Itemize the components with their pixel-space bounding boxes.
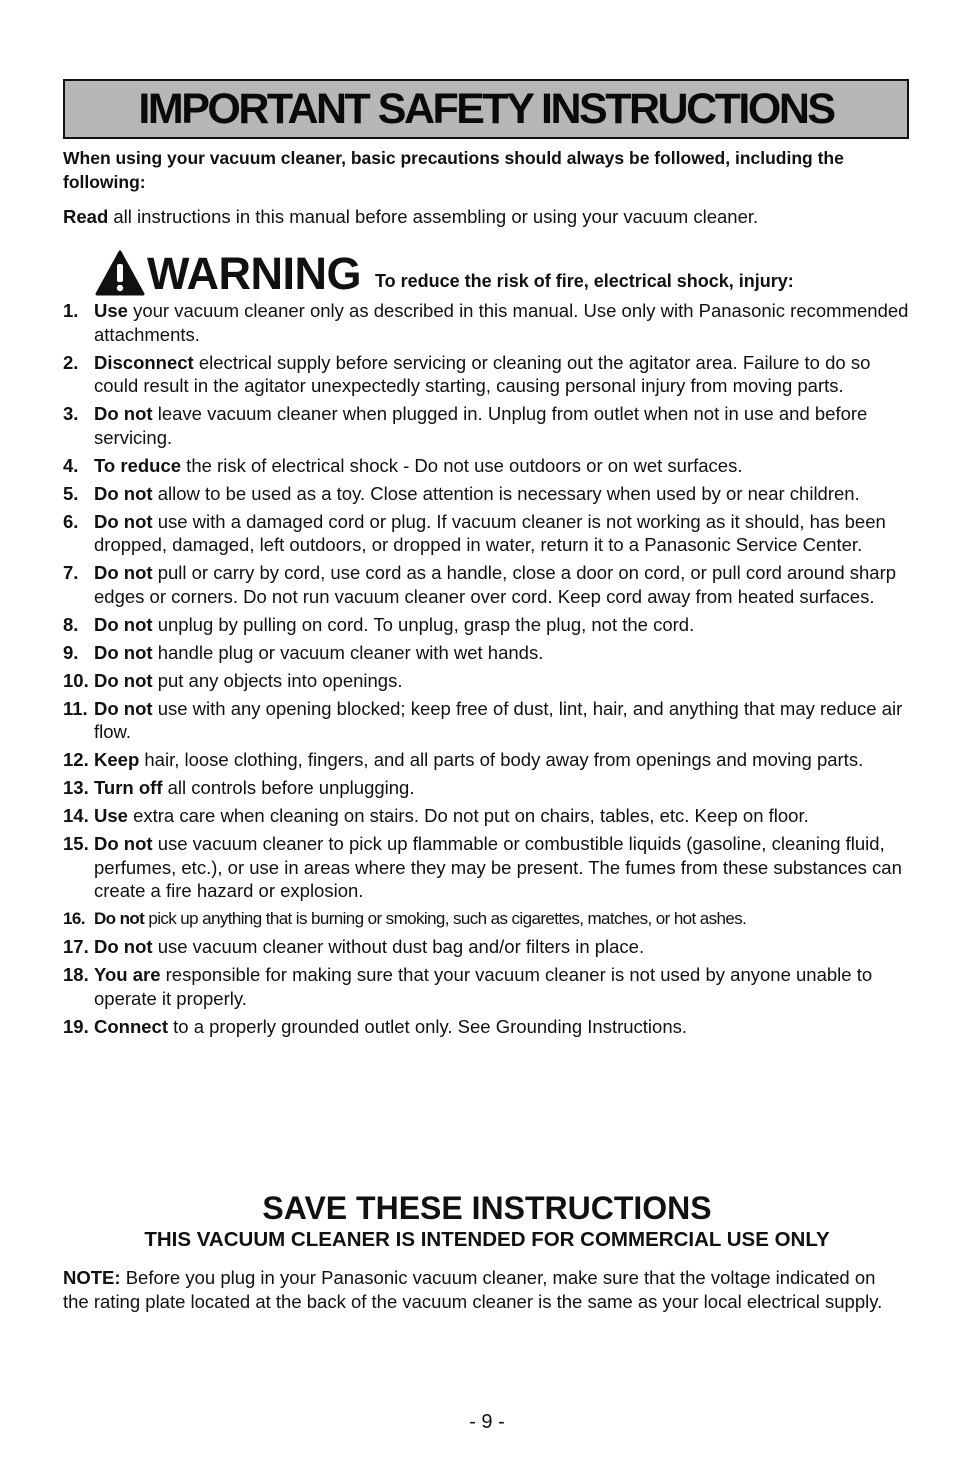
read-text: all instructions in this manual before assembling or using your vacuum cleaner. — [108, 206, 759, 227]
item-lead: You are — [94, 964, 161, 985]
item-number: 5. — [63, 482, 79, 504]
note-lead: NOTE: — [63, 1267, 121, 1288]
list-item — [63, 482, 909, 506]
note-text: Before you plug in your Panasonic vacuum cleaner, make sure that the voltage indicated on the rating plate located at the back of the vacuum cleaner is the same as your local electrical supply. — [63, 1267, 883, 1312]
warning-label: WARNING — [147, 248, 361, 299]
list-item — [63, 935, 909, 959]
item-lead: Keep — [94, 749, 140, 770]
item-number: 12. — [63, 749, 89, 770]
item-number: 4. — [63, 454, 79, 476]
item-lead: Do not — [94, 562, 153, 583]
title-banner — [63, 79, 909, 139]
list-item — [63, 832, 909, 903]
warning-header — [95, 246, 915, 299]
list-item — [63, 454, 909, 478]
item-text: leave vacuum cleaner when plugged in. Unplug from outlet when not in use and before servicing. — [94, 403, 868, 448]
item-text: handle plug or vacuum cleaner with wet hands. — [152, 641, 544, 663]
item-lead: Do not — [94, 669, 153, 691]
voltage-note — [63, 1266, 903, 1314]
item-number: 14. — [63, 805, 89, 826]
item-number: 13. — [63, 777, 89, 798]
list-item — [63, 351, 909, 398]
item-lead: Use — [94, 300, 128, 321]
item-lead: Do not — [94, 613, 153, 635]
item-number: 19. — [63, 1015, 89, 1037]
list-item — [63, 804, 909, 828]
list-item — [63, 561, 909, 608]
list-item — [63, 510, 909, 557]
item-lead: Do not — [94, 510, 153, 532]
item-number: 17. — [63, 936, 89, 957]
item-lead: Do not — [94, 909, 145, 928]
item-text: unplug by pulling on cord. To unplug, grasp the plug, not the cord. — [152, 613, 695, 635]
list-item — [63, 641, 909, 665]
list-item — [63, 697, 909, 744]
item-number: 7. — [63, 562, 79, 583]
item-number: 3. — [63, 403, 79, 424]
save-instructions-heading: SAVE THESE INSTRUCTIONS — [262, 1190, 712, 1226]
item-number: 6. — [63, 510, 79, 532]
item-lead: Disconnect — [94, 351, 194, 373]
list-item — [63, 299, 909, 346]
item-lead: Use — [94, 805, 128, 826]
list-item — [63, 963, 909, 1010]
list-item — [63, 1015, 909, 1039]
item-number: 8. — [63, 613, 79, 635]
item-number: 15. — [63, 833, 89, 854]
read-instruction — [63, 205, 903, 229]
item-lead: Do not — [94, 833, 153, 854]
safety-instruction-list — [63, 299, 909, 1043]
item-number: 16. — [63, 909, 85, 928]
item-lead: Connect — [94, 1015, 168, 1037]
warning-subtitle: To reduce the risk of fire, electrical shock, injury: — [375, 271, 794, 291]
list-item — [63, 613, 909, 637]
item-text: your vacuum cleaner only as described in this manual. Use only with Panasonic recommended attachments. — [94, 300, 909, 345]
item-text: electrical supply before servicing or cleaning out the agitator area. Failure to do so could result in the agitator unexpectedly starting, causing personal injury from moving parts. — [94, 351, 871, 396]
item-text: extra care when cleaning on stairs. Do not put on chairs, tables, etc. Keep on floor. — [127, 805, 809, 826]
item-number: 2. — [63, 351, 79, 373]
item-number: 11. — [63, 697, 88, 719]
list-item — [63, 669, 909, 693]
item-lead: To reduce — [94, 454, 182, 476]
list-item — [63, 907, 909, 931]
item-text: pick up anything that is burning or smoking, such as cigarettes, matches, or hot ashes. — [144, 909, 747, 928]
item-number: 10. — [63, 669, 89, 691]
item-lead: Turn off — [94, 777, 163, 798]
item-lead: Do not — [94, 936, 153, 957]
item-lead: Do not — [94, 482, 153, 504]
page-number: - 9 - — [469, 1411, 505, 1433]
item-text: use with any opening blocked; keep free of dust, lint, hair, and anything that may reduce air flow. — [94, 697, 903, 742]
item-text: hair, loose clothing, fingers, and all parts of body away from openings and moving parts. — [139, 749, 864, 770]
page-title: IMPORTANT SAFETY INSTRUCTIONS — [138, 84, 834, 133]
item-text: use vacuum cleaner to pick up flammable or combustible liquids (gasoline, cleaning fluid, perfumes, etc.), or use in areas where they may be present. The fumes from these substances can create a fire hazard or explosion. — [94, 833, 902, 901]
list-item — [63, 748, 909, 772]
item-text: use vacuum cleaner without dust bag and/or filters in place. — [152, 936, 645, 957]
item-text: allow to be used as a toy. Close attention is necessary when used by or near children. — [152, 482, 860, 504]
list-item — [63, 776, 909, 800]
list-item — [63, 402, 909, 449]
warning-triangle-icon — [95, 250, 145, 296]
item-text: put any objects into openings. — [152, 669, 403, 691]
item-text: to a properly grounded outlet only. See Grounding Instructions. — [168, 1015, 688, 1037]
read-lead: Read — [63, 206, 109, 227]
item-lead: Do not — [94, 641, 153, 663]
item-lead: Do not — [94, 697, 153, 719]
item-number: 9. — [63, 641, 79, 663]
item-number: 1. — [63, 300, 79, 321]
item-number: 18. — [63, 964, 89, 985]
item-lead: Do not — [94, 403, 153, 424]
item-text: all controls before unplugging. — [162, 777, 415, 798]
item-text: use with a damaged cord or plug. If vacuum cleaner is not working as it should, has been dropped, damaged, left outdoors, or dropped in water, return it to a Panasonic Service Center. — [94, 510, 886, 555]
commercial-use-notice: THIS VACUUM CLEANER IS INTENDED FOR COMMERCIAL USE ONLY — [144, 1228, 830, 1251]
item-text: responsible for making sure that your vacuum cleaner is not used by anyone unable to operate it properly. — [94, 964, 873, 1009]
intro-text: When using your vacuum cleaner, basic precautions should always be followed, including the following: — [63, 148, 844, 192]
item-text: pull or carry by cord, use cord as a handle, close a door on cord, or pull cord around sharp edges or corners. Do not run vacuum cleaner over cord. Keep cord away from heated surfaces. — [94, 562, 897, 607]
item-text: the risk of electrical shock - Do not use outdoors or on wet surfaces. — [181, 454, 743, 476]
